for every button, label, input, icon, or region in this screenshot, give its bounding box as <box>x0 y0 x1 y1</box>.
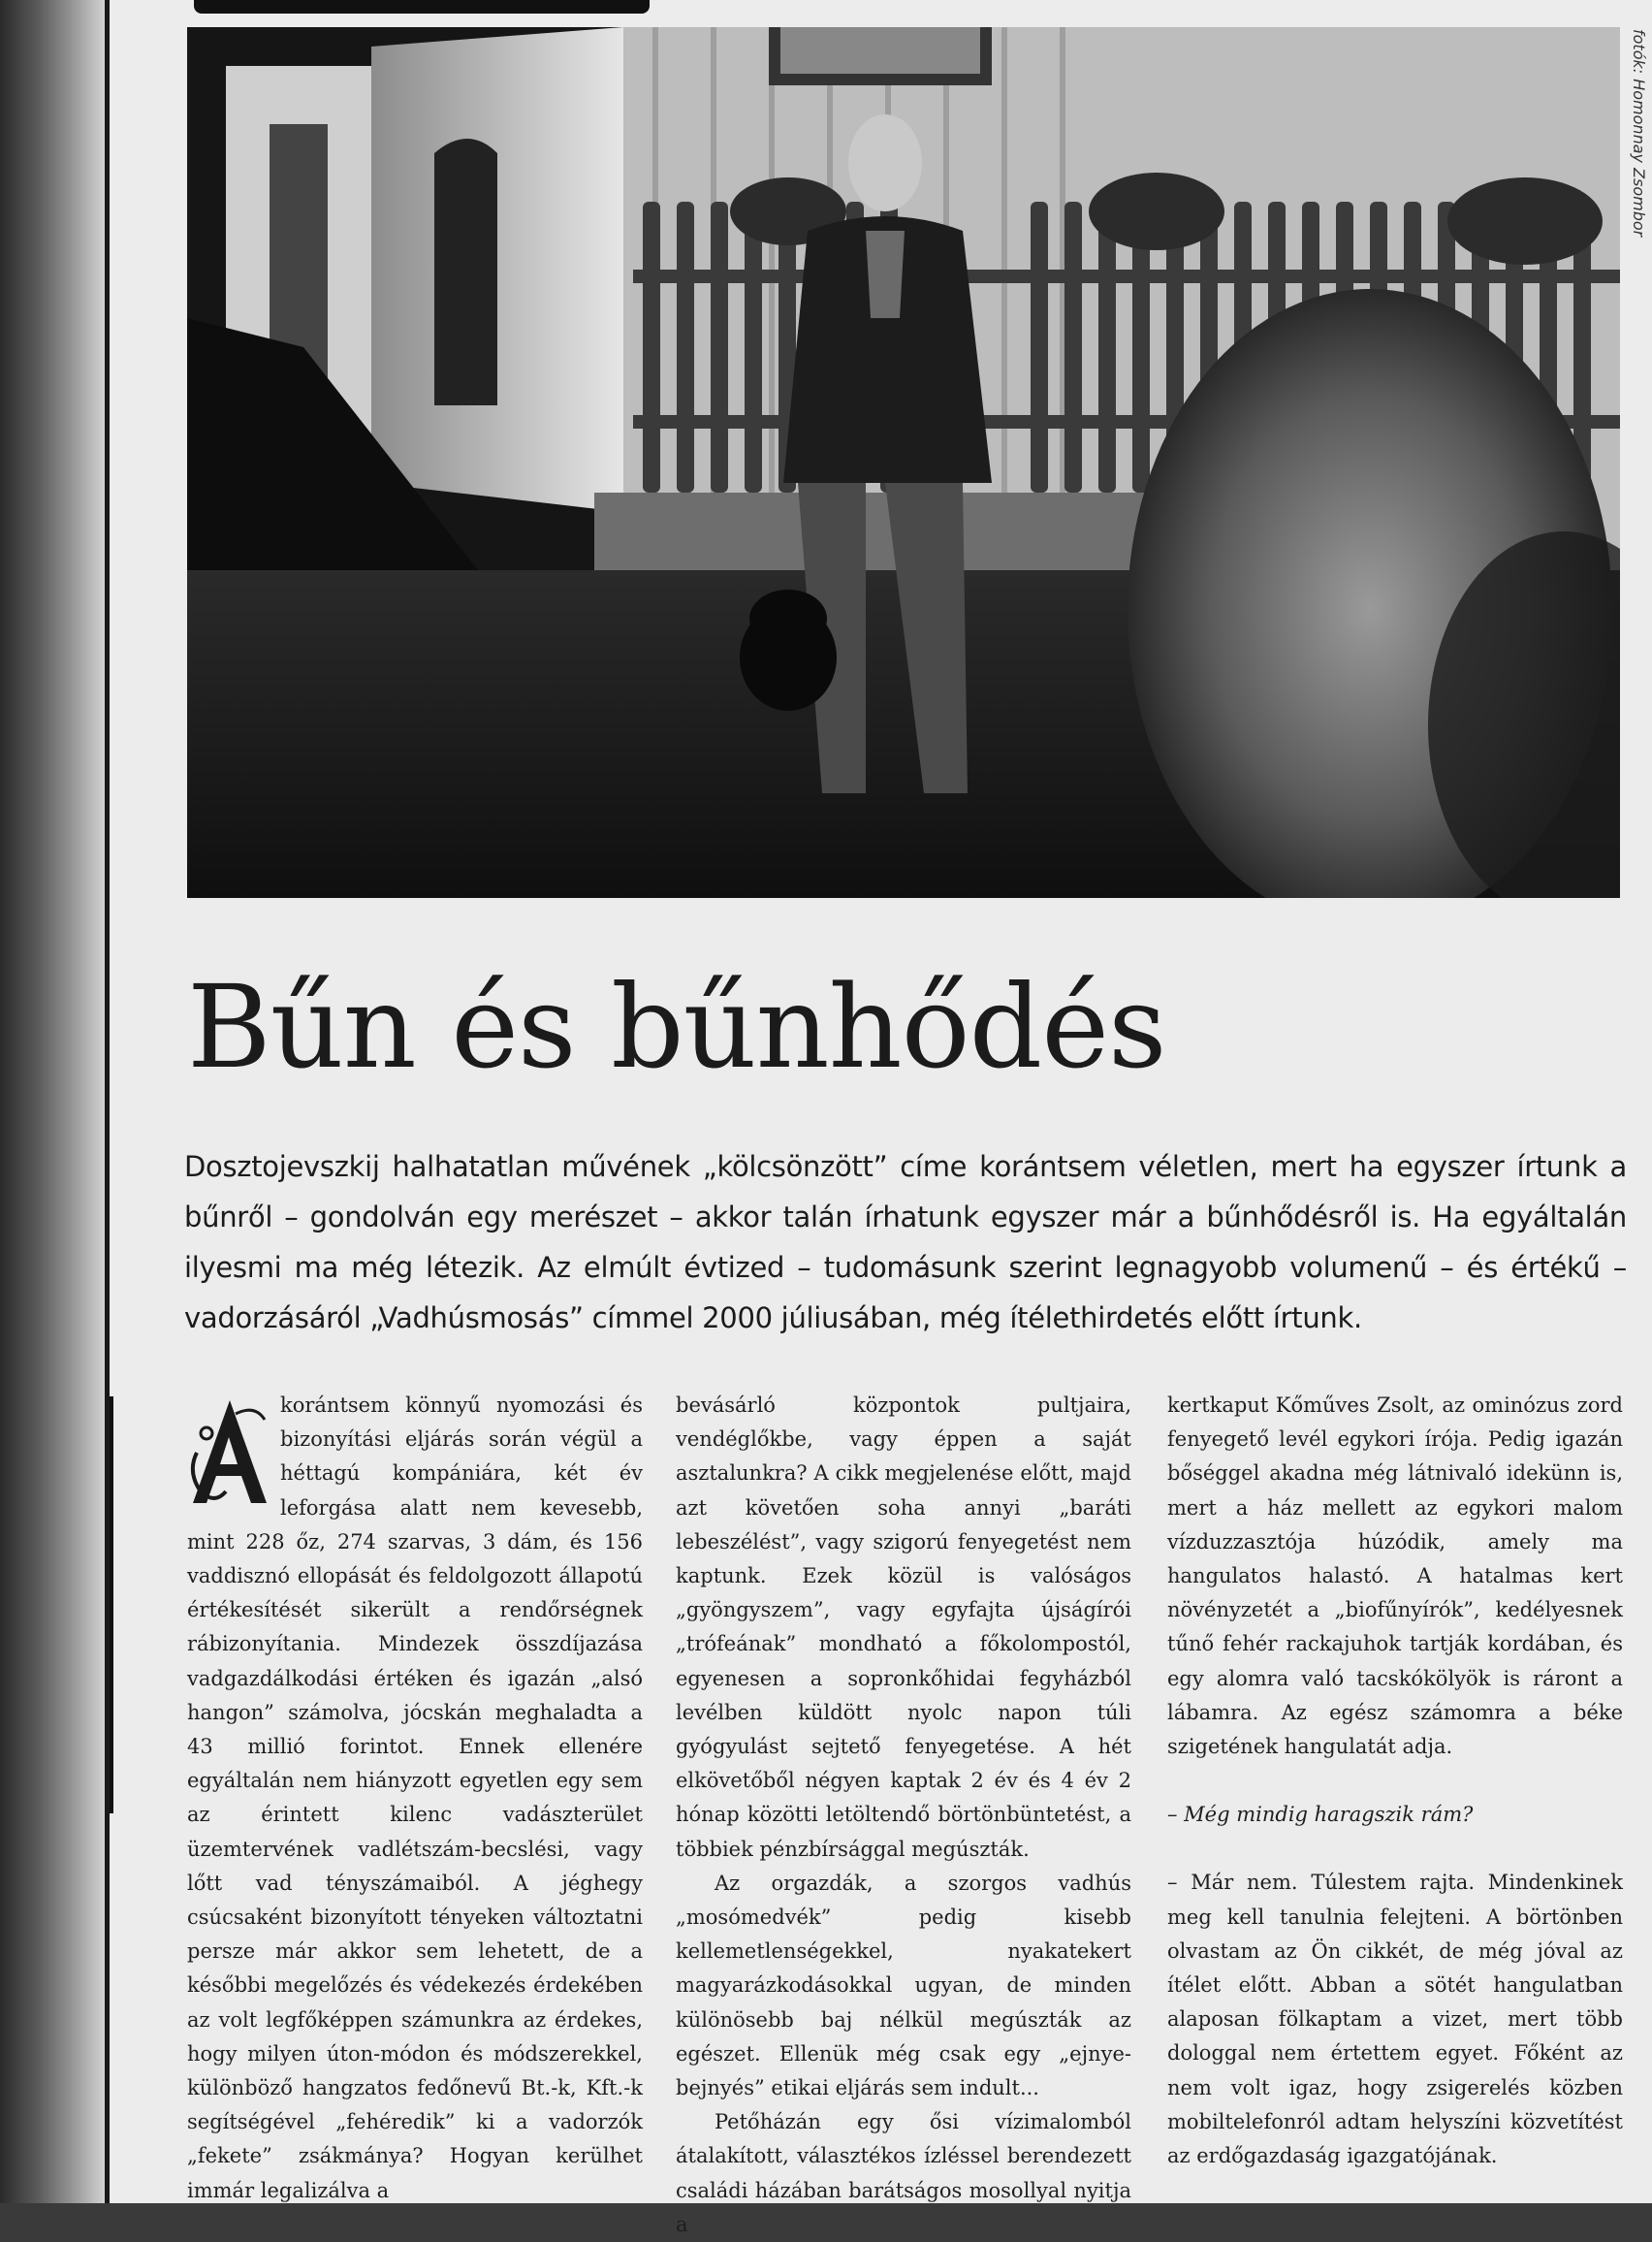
article-photo <box>187 27 1620 898</box>
article-column-1 <box>187 1389 643 2208</box>
column3-paragraph-1: kertkaput Kőműves Zsolt, az ominózus zord fenyegető levél egykori írója. Pedig igazán bőséggel akadna még látnivaló idekünn is, mert a ház mellett az egykori malom vízduzzasztója húzódik, amely ma hangulatos halastó. A hatalmas kert növényzetét a „biofűnyírók”, kedélyesnek tűnő fehér rackajuhok tartják kordában, és egy alomra való tacskókölyök is ráront a lábamra. Az egész számomra a béke szigetének hangulatát adja. <box>1167 1393 1623 1759</box>
article-title: Bűn és bűnhődés <box>187 960 1166 1094</box>
article-lead: Dosztojevszkij halhatatlan művének „kölcsönzött” címe korántsem véletlen, mert ha egyszer írtunk a bűnről – gondolván egy merészet – akkor talán írhatunk egyszer már a bűnhődésről is. Ha egyáltalán ilyesmi ma még létezik. Az elmúlt évtized – tudomásunk szerint legnagyobb volumenű – és értékű – vadorzásáról „Vadhúsmosás” címmel 2000 júliusában, még ítélethirdetés előtt írtunk. <box>184 1150 1627 1334</box>
interview-answer: – Már nem. Túlestem rajta. Mindenkinek meg kell tanulnia felejteni. A börtönben olvastam az Ön cikkét, de még jóval az ítélet előtt. Abban a sötét hangulatban alaposan fölkaptam a vizet, mert több dologgal nem értettem egyet. Főként az nem volt igaz, hogy zsigerelés közben mobiltelefonról adtam helyszíni közvetítést az erdőgazdaság igazgatójának. <box>1167 1871 1623 2168</box>
margin-rule <box>110 1396 113 1813</box>
column2-paragraph-3: Petőházán egy ősi vízimalomból átalakított, választékos ízléssel berendezett családi házában barátságos mosollyal nyitja a <box>676 2110 1131 2236</box>
photo-credit-text: fotók: Homonnay Zsombor <box>1630 29 1648 238</box>
ornate-dropcap-icon <box>187 1394 272 1509</box>
column2-paragraph-2: Az orgazdák, a szorgos vadhús „mosómedvék” pedig kisebb kellemetlenségekkel, nyakatekert magyarázkodásokkal ugyan, de minden különösebb baj nélkül megúszták az egészet. Ellenük még csak egy „ejnye-bejnyés” etikai eljárás sem indult... <box>676 1871 1131 2100</box>
article-column-2 <box>676 1389 1131 2242</box>
photo-credit <box>1625 29 1650 281</box>
article-column-3 <box>1167 1389 1623 2173</box>
page-binding-edge <box>105 0 110 2203</box>
interview-question: – Még mindig haragszik rám? <box>1167 1803 1474 1827</box>
photo-illustration <box>187 27 1620 898</box>
column1-paragraph: korántsem könnyű nyomozási és bizonyítási eljárás során végül a héttagú kompániára, két év leforgása alatt nem kevesebb, mint 228 őz, 274 szarvas, 3 dám, és 156 vaddisznó ellopását és feldolgozott állapotú értékesítését sikerült a rendőrségnek rábizonyítania. Mindezek összdíjazása vadgazdálkodási értéken és igazán „alsó hangon” számolva, jócskán meghaladta a 43 millió forintot. Ennek ellenére egyáltalán nem hiányzott egyetlen egy sem az érintett kilenc vadászterület üzemtervének vadlétszám-becslési, vagy lőtt vad tényszámaiból. A jéghegy csúcsaként bizonyított tényeken változtatni persze már akkor sem lehetett, de a későbbi megelőzés és védekezés érdekében az volt legfőképpen számunkra az érdekes, hogy milyen úton-módon és módszerekkel, különböző hangzatos fedőnevű Bt.-k, Kft.-k segítségével „fehéredik” ki a vadorzók „fekete” zsákmánya? Hogyan kerülhet immár legalizálva a <box>187 1393 643 2202</box>
page-binding-shadow <box>0 0 107 2203</box>
column2-paragraph-1: bevásárló központok pultjaira, vendéglőkbe, vagy éppen a saját asztalunkra? A cikk megjelenése előtt, majd azt követően soha annyi „baráti lebeszélést”, vagy szigorú fenyegetést nem kaptunk. Ezek közül is valóságos „gyöngyszem”, vagy egyfajta újságírói „trófeának” mondható a főkolompostól, egyenesen a sopronkőhidai fegyházból levélben küldött nyolc napon túli gyógyulást sejtető fenyegetése. A hét elkövetőből négyen kaptak 2 év és 4 év 2 hónap közötti letöltendő börtönbüntetést, a többiek pénzbírsággal megúszták. <box>676 1393 1131 1861</box>
top-tab-bar <box>194 0 650 14</box>
